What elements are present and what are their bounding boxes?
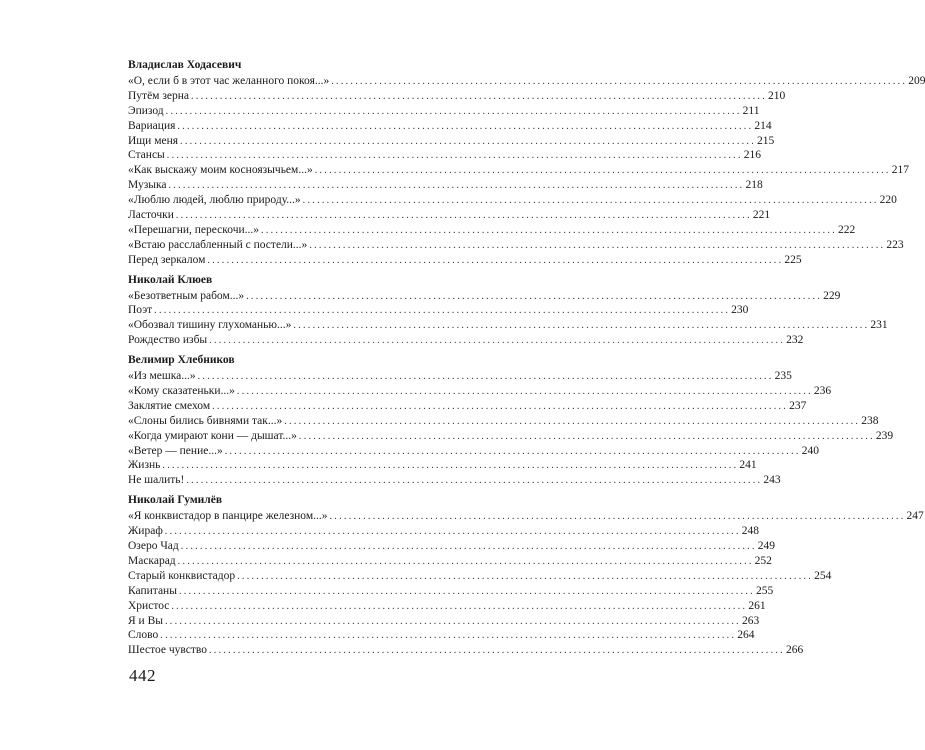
entry-title: Капитаны <box>128 584 177 597</box>
dot-leader: ........................................................................................................................ <box>331 76 908 87</box>
entry-page: 239 <box>875 429 894 442</box>
entry-page: 210 <box>768 89 786 102</box>
entry-title: Маскарад <box>128 554 176 567</box>
toc-entry[interactable] <box>128 429 894 444</box>
entry-page: 216 <box>743 149 762 162</box>
toc-entry[interactable] <box>128 178 763 193</box>
entry-title: «О, если б в этот час желанного покоя...» <box>128 75 330 87</box>
entry-title: Жизнь <box>128 459 161 472</box>
entry-title: Я и Вы <box>128 614 163 627</box>
toc-entry[interactable] <box>128 333 804 348</box>
toc-entry[interactable] <box>128 569 832 584</box>
entry-page: 236 <box>813 385 832 398</box>
dot-leader: ........................................................................................................................ <box>168 180 745 192</box>
entry-page: 249 <box>757 540 776 553</box>
author-heading: Николай Клюев <box>128 273 213 286</box>
entry-page: 243 <box>763 474 781 487</box>
entry-title: Путём зерна <box>128 89 189 102</box>
dot-leader: ........................................................................................................................ <box>261 224 838 236</box>
entry-page: 241 <box>739 459 757 472</box>
entry-title: «Как выскажу моим косноязычьем...» <box>128 164 313 177</box>
dot-leader: ........................................................................................................................ <box>329 511 906 523</box>
toc-entry[interactable] <box>128 614 760 629</box>
entry-page: 264 <box>737 629 755 642</box>
dot-leader: ........................................................................................................................ <box>164 615 741 627</box>
page-number: 442 <box>129 666 156 685</box>
entry-page: 231 <box>870 319 888 332</box>
dot-leader: ........................................................................................................................ <box>154 305 731 317</box>
entry-page: 225 <box>784 253 802 266</box>
entry-page: 238 <box>861 414 879 427</box>
dot-leader: ........................................................................................................................ <box>165 105 742 117</box>
dot-leader: ........................................................................................................................ <box>171 600 748 612</box>
entry-page: 263 <box>741 614 760 627</box>
author-heading: Николай Гумилёв <box>128 494 223 507</box>
toc-entry[interactable] <box>128 104 760 119</box>
entry-title: Озеро Чад <box>128 540 179 553</box>
entry-title: «Перешагни, перескочи...» <box>128 223 260 236</box>
toc-entry[interactable] <box>128 458 757 473</box>
entry-page: 248 <box>741 525 760 538</box>
dot-leader: ........................................................................................................................ <box>164 526 741 538</box>
dot-leader: ........................................................................................................................ <box>246 290 823 302</box>
entry-title: Шестое чувство <box>128 644 207 657</box>
toc-entry[interactable] <box>128 414 879 429</box>
toc-entry[interactable] <box>128 599 766 614</box>
entry-title: «Когда умирают кони — дышат...» <box>128 429 297 442</box>
toc-entry[interactable] <box>128 369 792 384</box>
dot-leader: ........................................................................................................................ <box>191 90 767 102</box>
table-of-contents <box>128 57 925 662</box>
dot-leader: ........................................................................................................................ <box>162 460 739 472</box>
toc-entry[interactable] <box>128 524 760 539</box>
entry-page: 255 <box>755 584 774 597</box>
toc-entry[interactable] <box>128 163 909 178</box>
entry-page: 215 <box>757 134 775 147</box>
toc-entry[interactable] <box>128 509 924 524</box>
dot-leader: ........................................................................................................................ <box>208 645 785 657</box>
entry-title: «Из мешка...» <box>128 370 196 383</box>
entry-page: 209 <box>908 75 925 87</box>
entry-title: «Люблю людей, люблю природу...» <box>128 194 301 207</box>
toc-entry[interactable] <box>128 74 925 89</box>
toc-entry[interactable] <box>128 584 774 599</box>
dot-leader: ........................................................................................................................ <box>298 430 875 442</box>
entry-page: 261 <box>748 599 766 612</box>
entry-title: Эпизод <box>128 104 164 117</box>
toc-entry[interactable] <box>128 318 888 333</box>
toc-entry[interactable] <box>128 208 771 223</box>
dot-leader: ........................................................................................................................ <box>207 254 784 266</box>
toc-entry[interactable] <box>128 253 802 268</box>
entry-title: «Встаю расслабленный с постели...» <box>128 238 308 251</box>
author-heading: Велимир Хлебников <box>128 354 235 367</box>
dot-leader: ........................................................................................................................ <box>177 555 754 567</box>
entry-title: Заклятие смехом <box>128 399 211 412</box>
entry-title: «Ветер — пение...» <box>128 444 223 457</box>
toc-section <box>128 492 924 658</box>
entry-page: 211 <box>742 104 760 117</box>
toc-entry[interactable] <box>128 473 781 488</box>
dot-leader: ........................................................................................................................ <box>177 120 754 132</box>
toc-entry[interactable] <box>128 539 776 554</box>
entry-title: Старый конквистадор <box>128 569 236 582</box>
entry-page: 232 <box>786 334 804 347</box>
dot-leader: ........................................................................................................................ <box>236 386 813 398</box>
entry-page: 229 <box>823 289 841 302</box>
dot-leader: ........................................................................................................................ <box>166 150 743 162</box>
dot-leader: ........................................................................................................................ <box>209 335 786 347</box>
entry-page: 221 <box>752 209 771 222</box>
entry-page: 222 <box>838 223 856 236</box>
entry-title: Поэт <box>128 304 153 317</box>
dot-leader: ........................................................................................................................ <box>309 239 886 251</box>
entry-page: 254 <box>814 569 832 582</box>
toc-entry[interactable] <box>128 643 804 658</box>
toc-entry[interactable] <box>128 238 904 253</box>
entry-title: Христос <box>128 599 170 612</box>
entry-title: «Обозвал тишину глухоманью...» <box>128 319 292 332</box>
entry-title: Перед зеркалом <box>128 253 206 266</box>
entry-title: «Я конквистадор в панцире железном...» <box>128 510 328 523</box>
entry-title: Стансы <box>128 149 165 162</box>
entry-title: Ищи меня <box>128 134 179 147</box>
dot-leader: ........................................................................................................................ <box>284 415 861 427</box>
toc-entry[interactable] <box>128 384 832 399</box>
dot-leader: ........................................................................................................................ <box>314 165 891 177</box>
dot-leader: ........................................................................................................................ <box>175 210 752 222</box>
toc-entry[interactable] <box>128 399 807 414</box>
author-heading: Владислав Ходасевич <box>128 59 242 71</box>
entry-page: 235 <box>774 370 792 383</box>
dot-leader: ........................................................................................................................ <box>302 195 879 207</box>
entry-title: Не шалить! <box>128 474 185 487</box>
entry-page: 230 <box>731 304 749 317</box>
entry-title: Музыка <box>128 179 167 192</box>
dot-leader: ........................................................................................................................ <box>293 320 870 332</box>
entry-page: 217 <box>891 164 909 177</box>
entry-title: «Кому сказатеньки...» <box>128 385 235 398</box>
toc-entry[interactable] <box>128 193 897 208</box>
dot-leader: ........................................................................................................................ <box>224 445 801 457</box>
toc-entry[interactable] <box>128 89 786 104</box>
toc-entry[interactable] <box>128 554 772 569</box>
toc-entry[interactable] <box>128 223 856 238</box>
dot-leader: ........................................................................................................................ <box>237 570 814 582</box>
dot-leader: ........................................................................................................................ <box>186 475 763 487</box>
entry-page: 237 <box>789 399 807 412</box>
entry-title: Ласточки <box>128 209 174 222</box>
dot-leader: ........................................................................................................................ <box>180 135 757 147</box>
entry-title: «Слоны бились бивнями так...» <box>128 414 283 427</box>
entry-page: 247 <box>906 510 924 523</box>
dot-leader: ........................................................................................................................ <box>197 371 774 383</box>
dot-leader: ........................................................................................................................ <box>178 585 755 597</box>
entry-title: «Безответным рабом...» <box>128 289 245 302</box>
entry-title: Жираф <box>128 525 163 538</box>
toc-entry[interactable] <box>128 148 762 163</box>
entry-title: Слово <box>128 629 159 642</box>
toc-entry[interactable] <box>128 289 841 304</box>
toc-entry[interactable] <box>128 303 749 318</box>
entry-page: 240 <box>801 444 819 457</box>
entry-page: 223 <box>886 238 904 251</box>
toc-entry[interactable] <box>128 119 772 134</box>
dot-leader: ........................................................................................................................ <box>212 400 789 412</box>
toc-section <box>128 57 925 268</box>
toc-entry[interactable] <box>128 444 819 459</box>
entry-page: 220 <box>879 194 897 207</box>
dot-leader: ........................................................................................................................ <box>160 630 737 642</box>
toc-entry[interactable] <box>128 134 775 149</box>
entry-title: Вариация <box>128 119 176 132</box>
toc-section <box>128 352 894 488</box>
dot-leader: ........................................................................................................................ <box>180 541 757 553</box>
entry-page: 266 <box>785 644 804 657</box>
entry-page: 218 <box>745 179 763 192</box>
toc-section <box>128 272 888 349</box>
entry-page: 214 <box>754 119 772 132</box>
entry-title: Рождество избы <box>128 334 208 347</box>
entry-page: 252 <box>754 554 772 567</box>
toc-entry[interactable] <box>128 628 755 643</box>
